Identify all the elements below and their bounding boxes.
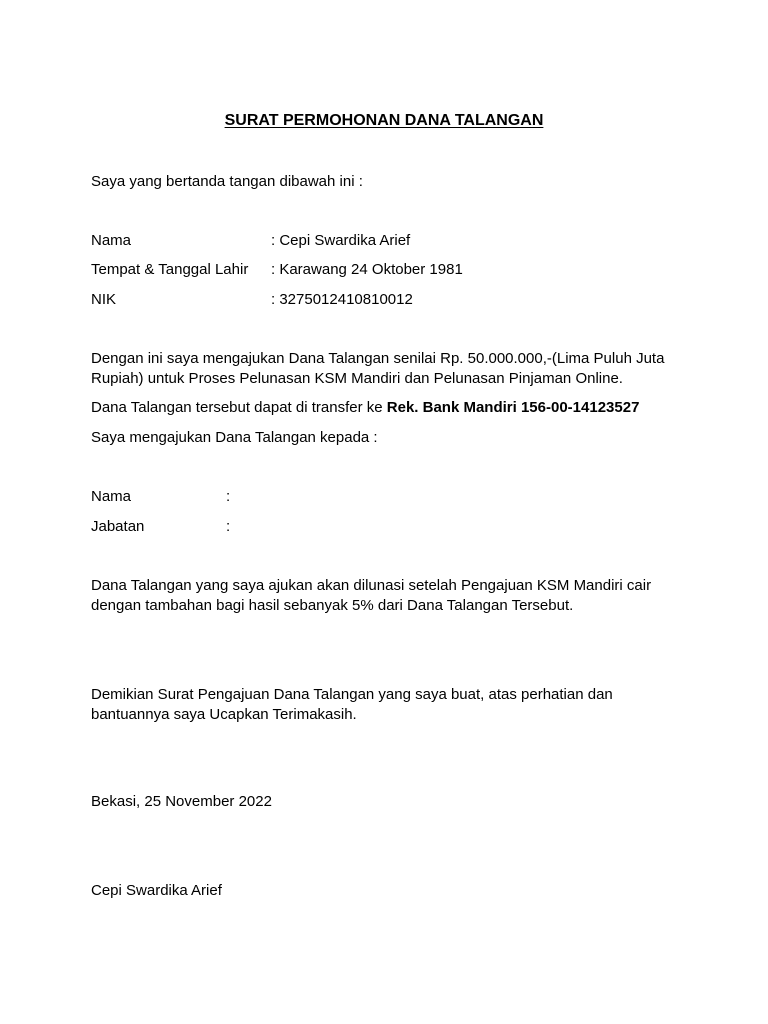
bank-account: Rek. Bank Mandiri 156-00-14123527	[386, 399, 640, 416]
request-paragraph-line1: Dengan ini saya mengajukan Dana Talangan senilai Rp. 50.000.000,-(Lima Puluh Juta	[91, 350, 665, 367]
repayment-paragraph-line1: Dana Talangan yang saya ajukan akan dilunasi setelah Pengajuan KSM Mandiri cair	[91, 577, 652, 594]
applicant-name-value: : Cepi Swardika Arief	[271, 232, 411, 249]
applicant-nik-value: : 3275012410810012	[271, 291, 413, 308]
place-date: Bekasi, 25 November 2022	[91, 793, 272, 810]
signatory-name: Cepi Swardika Arief	[91, 882, 222, 899]
recipient-name-label: Nama	[91, 488, 132, 505]
applicant-birth-label: Tempat & Tanggal Lahir	[91, 261, 249, 278]
recipient-position-colon: :	[226, 518, 231, 535]
transfer-prefix: Dana Talangan tersebut dapat di transfer ke	[91, 399, 387, 416]
letter-title: SURAT PERMOHONAN DANA TALANGAN	[224, 112, 544, 129]
recipient-position-label: Jabatan	[91, 518, 145, 535]
closing-paragraph-line1: Demikian Surat Pengajuan Dana Talangan yang saya buat, atas perhatian dan	[91, 686, 613, 703]
recipient-name-colon: :	[226, 488, 231, 505]
intro-text: Saya yang bertanda tangan dibawah ini :	[91, 173, 363, 190]
repayment-paragraph-line2: dengan tambahan bagi hasil sebanyak 5% dari Dana Talangan Tersebut.	[91, 597, 574, 614]
closing-paragraph-line2: bantuannya saya Ucapkan Terimakasih.	[91, 706, 357, 723]
request-paragraph-line2: Rupiah) untuk Proses Pelunasan KSM Mandiri dan Pelunasan Pinjaman Online.	[91, 370, 623, 387]
applicant-name-label: Nama	[91, 232, 132, 249]
transfer-line	[91, 397, 639, 419]
recipient-intro: Saya mengajukan Dana Talangan kepada :	[91, 429, 378, 446]
applicant-nik-label: NIK	[91, 291, 117, 308]
applicant-birth-value: : Karawang 24 Oktober 1981	[271, 261, 463, 278]
